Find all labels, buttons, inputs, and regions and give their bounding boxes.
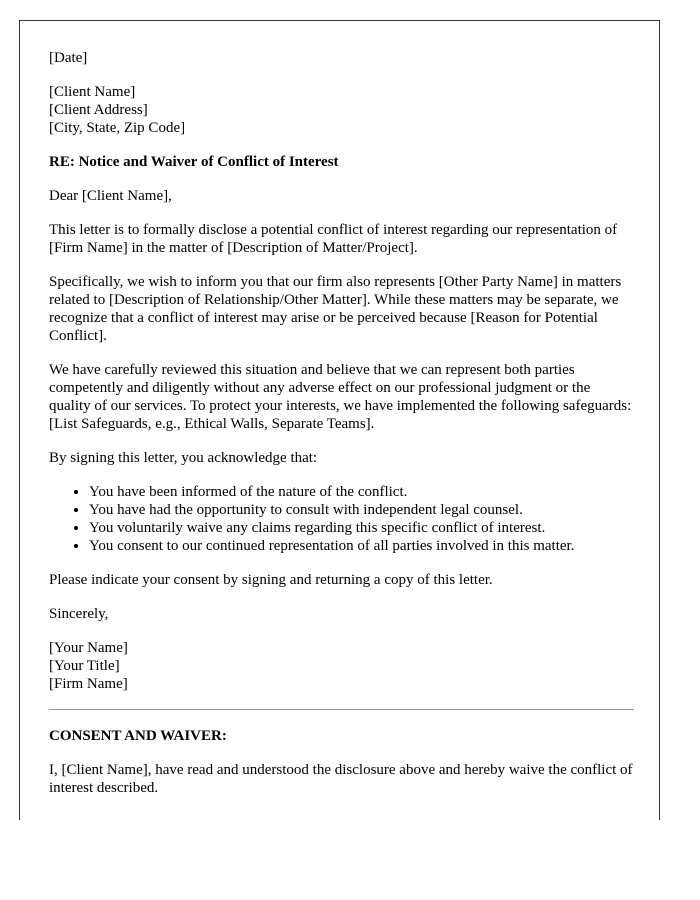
letter-body (49, 49, 634, 813)
letter-closing: Sincerely, (49, 606, 109, 622)
list-item: • You have been informed of the nature of the conflict. (89, 483, 634, 501)
recipient-city-state-zip: [City, State, Zip Code] (49, 120, 186, 136)
signature-firm: [Firm Name] (49, 676, 128, 692)
letter-page (19, 20, 660, 820)
consent-heading: CONSENT AND WAIVER: (49, 728, 227, 744)
signature-name: [Your Name] (49, 640, 128, 656)
recipient-name: [Client Name] (49, 84, 136, 100)
consent-text: I, [Client Name], have read and understood the disclosure above and hereby waive the conflict of interest described. (49, 762, 633, 796)
acknowledgement-list (49, 483, 634, 555)
list-item: • You have had the opportunity to consult with independent legal counsel. (89, 501, 634, 519)
recipient-address: [Client Address] (49, 102, 148, 118)
paragraph-disclosure: This letter is to formally disclose a potential conflict of interest regarding our representation of [Firm Name] in the matter of [Description of Matter/Project]. (49, 222, 618, 256)
letter-date: [Date] (49, 50, 88, 66)
letter-salutation: Dear [Client Name], (49, 188, 172, 204)
section-divider (49, 709, 634, 710)
list-item: • You consent to our continued representation of all parties involved in this matter. (89, 537, 634, 555)
paragraph-acknowledge-intro: By signing this letter, you acknowledge that: (49, 450, 318, 466)
paragraph-safeguards: We have carefully reviewed this situation and believe that we can represent both parties competently and diligently without any adverse effect on our professional judgment or the quality of our services. To protect your interests, we have implemented the following safeguards: [List Safeguards, e.g., Ethical Walls, Separate Teams]. (49, 362, 632, 432)
recipient-address-block (49, 83, 634, 137)
paragraph-other-party: Specifically, we wish to inform you that our firm also represents [Other Party Name] in matters related to [Description of Relationship/Other Matter]. While these matters may be separate, we recognize that a conflict of interest may arise or be perceived because [Reason for Potential Conflict]. (49, 274, 622, 344)
consent-request: Please indicate your consent by signing and returning a copy of this letter. (49, 572, 493, 588)
signature-title: [Your Title] (49, 658, 120, 674)
list-item: • You voluntarily waive any claims regarding this specific conflict of interest. (89, 519, 634, 537)
letter-subject: RE: Notice and Waiver of Conflict of Interest (49, 154, 339, 170)
signature-block (49, 639, 634, 693)
